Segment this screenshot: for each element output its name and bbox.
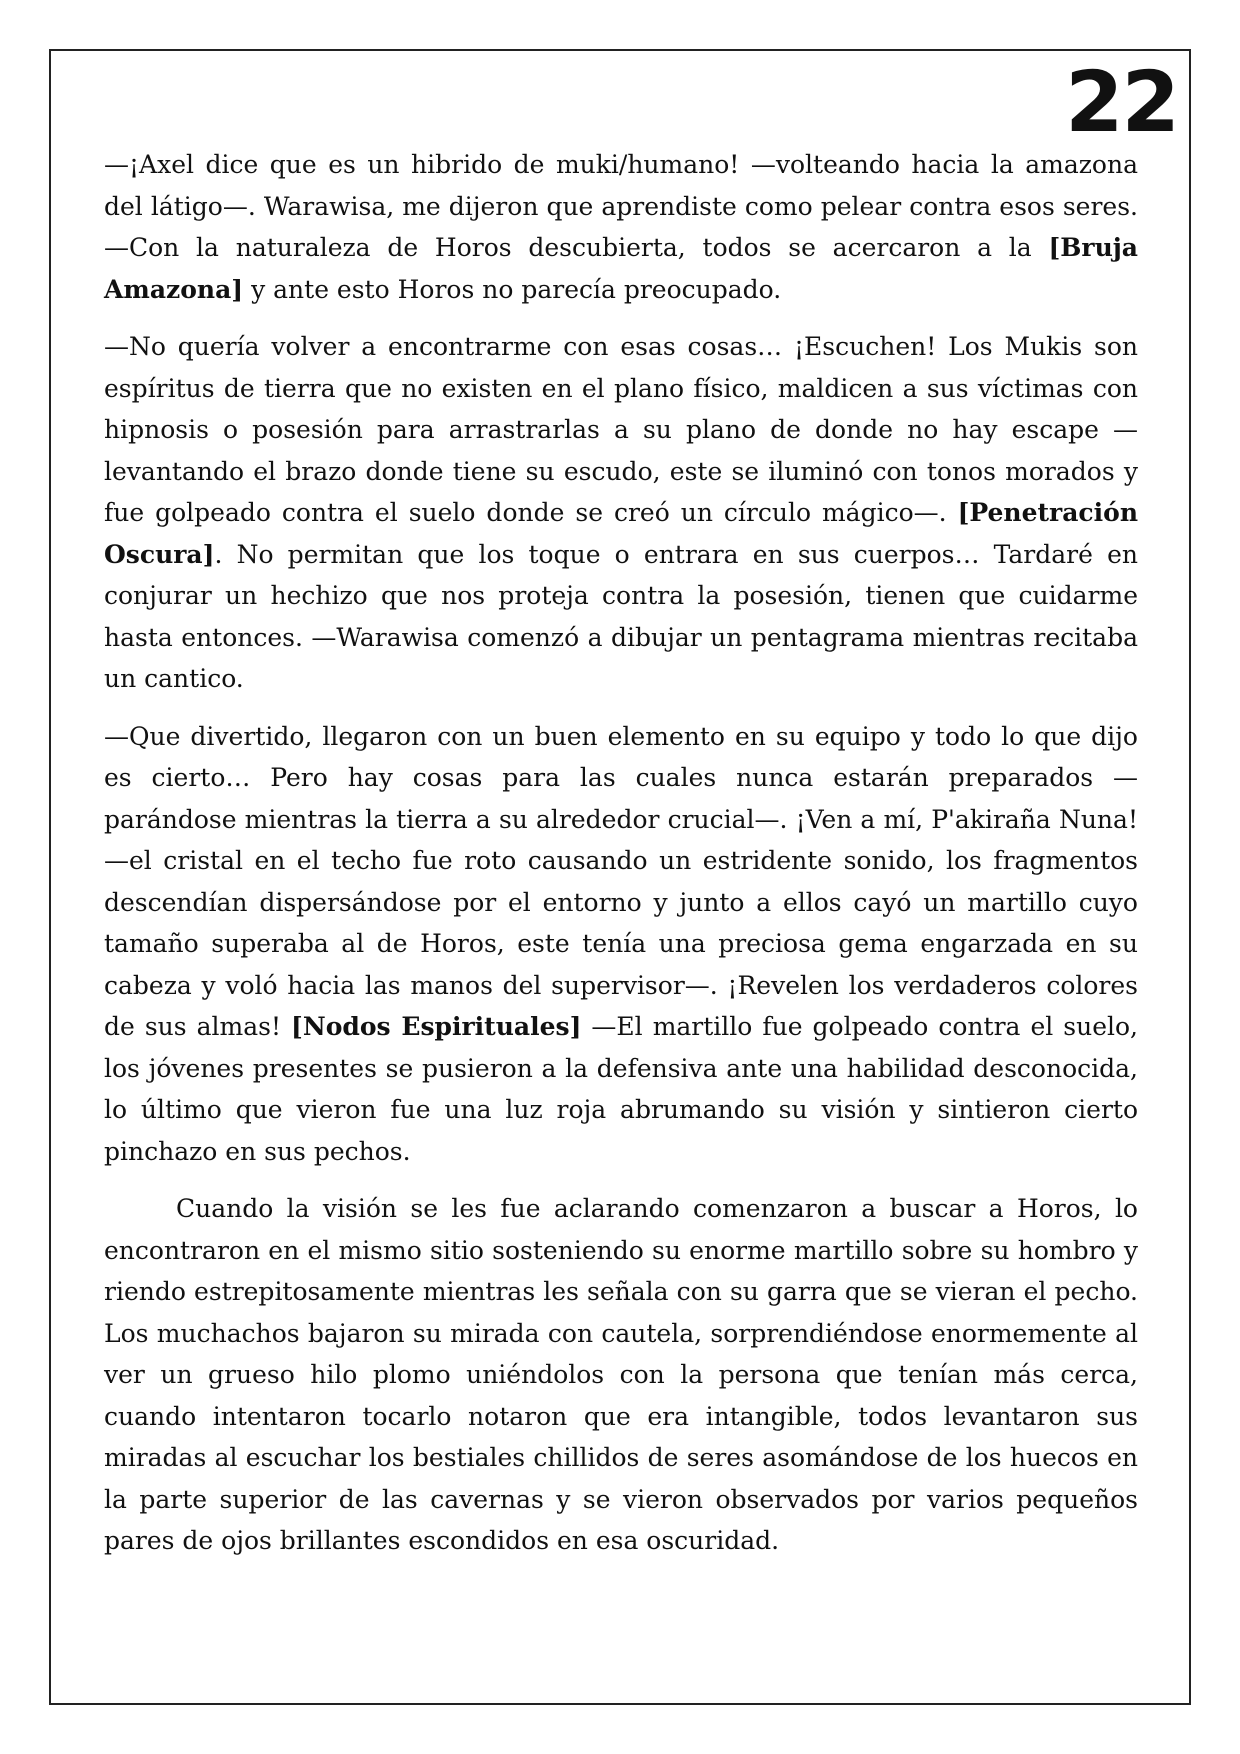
skill-term-bruja-amazona: [Bruja Amazona] bbox=[104, 233, 1138, 304]
paragraph-4 bbox=[104, 1188, 1138, 1562]
paragraph-text: y ante esto Horos no parecía preocupado. bbox=[243, 274, 782, 304]
paragraph-3 bbox=[104, 716, 1138, 1173]
paragraph-text: —Que divertido, llegaron con un buen elemento en su equipo y todo lo que dijo es cierto… Pero hay cosas para las cuales nunca estarán preparados —parándose mientras la tierra a su alrededor crucial—. ¡Ven a mí, P'akiraña Nuna! —el cristal en el techo fue roto causando un estridente sonido, los fragmentos descendían dispersándose por el entorno y junto a ellos cayó un martillo cuyo tamaño superaba al de Horos, este tenía una preciosa gema engarzada en su cabeza y voló hacia las manos del supervisor—. ¡Revelen los verdaderos colores de sus almas! bbox=[104, 721, 1138, 1041]
page-content bbox=[104, 144, 1138, 1578]
paragraph-text: —¡Axel dice que es un hibrido de muki/humano! —volteando hacia la amazona del látigo—. Warawisa, me dijeron que aprendiste como pelear contra esos seres. —Con la naturaleza de Horos descubierta, todos se acercaron a la bbox=[104, 150, 1138, 262]
paragraph-text: Cuando la visión se les fue aclarando comenzaron a buscar a Horos, lo encontraron en el mismo sitio sosteniendo su enorme martillo sobre su hombro y riendo estrepitosamente mientras les señala con su garra que se vieran el pecho. Los muchachos bajaron su mirada con cautela, sorprendiéndose enormemente al ver un grueso hilo plomo uniéndolos con la persona que tenían más cerca, cuando intentaron tocarlo notaron que era intangible, todos levantaron sus miradas al escuchar los bestiales chillidos de seres asomándose de los huecos en la parte superior de las cavernas y se vieron observados por varios pequeños pares de ojos brillantes escondidos en esa oscuridad. bbox=[104, 1194, 1138, 1555]
paragraph-text: —El martillo fue golpeado contra el suelo, los jóvenes presentes se pusieron a la defensiva ante una habilidad desconocida, lo último que vieron fue una luz roja abrumando su visión y sintieron cierto pinchazo en sus pechos. bbox=[104, 1012, 1138, 1166]
skill-term-nodos-espirituales: [Nodos Espirituales] bbox=[291, 1012, 582, 1041]
paragraph-text: . No permitan que los toque o entrara en sus cuerpos… Tardaré en conjurar un hechizo que nos proteja contra la posesión, tienen que cuidarme hasta entonces. —Warawisa comenzó a dibujar un pentagrama mientras recitaba un cantico. bbox=[104, 539, 1138, 693]
skill-term-penetracion-oscura: [Penetración Oscura] bbox=[104, 498, 1138, 569]
paragraph-1 bbox=[104, 144, 1138, 310]
page-number: 22 bbox=[1065, 53, 1178, 151]
paragraph-2 bbox=[104, 326, 1138, 700]
paragraph-text: —No quería volver a encontrarme con esas cosas… ¡Escuchen! Los Mukis son espíritus de tierra que no existen en el plano físico, maldicen a sus víctimas con hipnosis o posesión para arrastrarlas a su plano de donde no hay escape —levantando el brazo donde tiene su escudo, este se iluminó con tonos morados y fue golpeado contra el suelo donde se creó un círculo mágico—. bbox=[104, 332, 1138, 527]
